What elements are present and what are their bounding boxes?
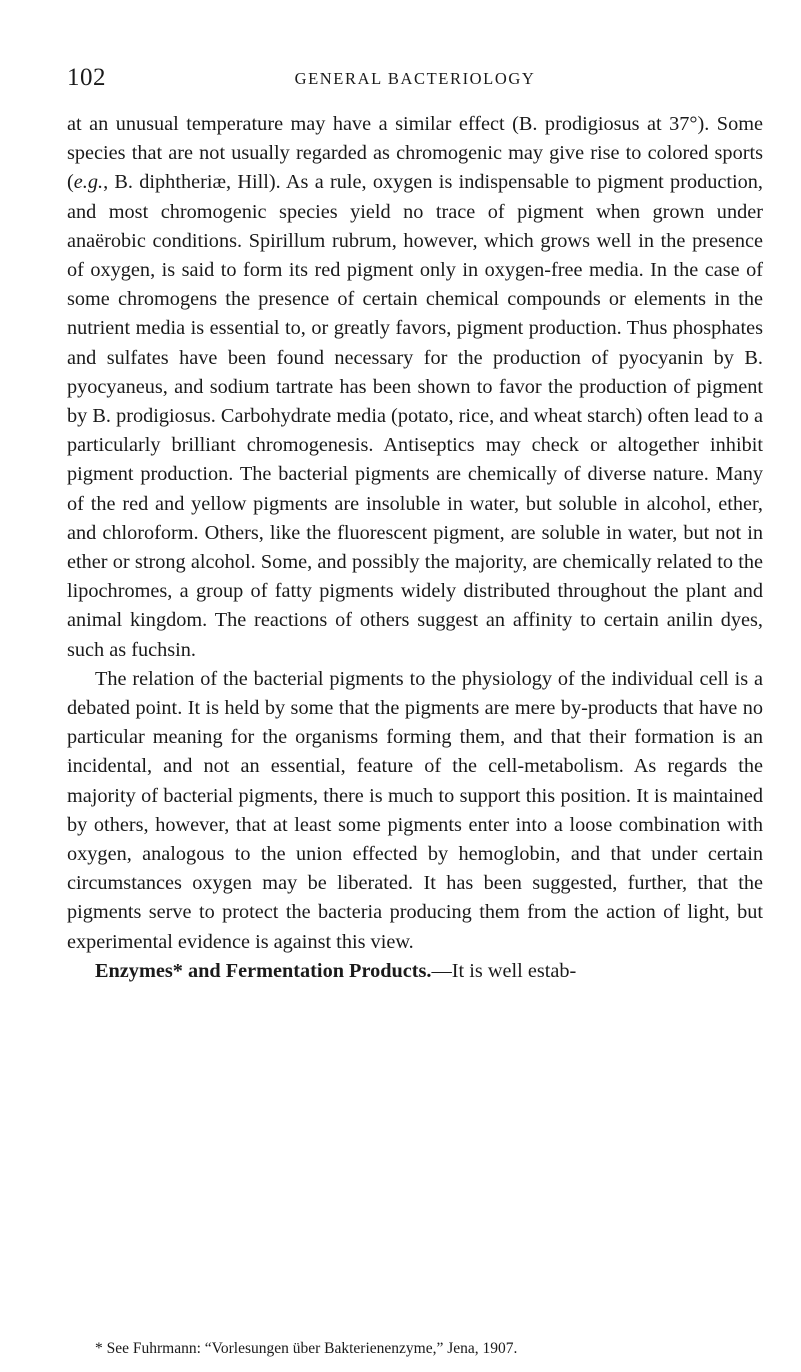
- paragraph-1: [67, 110, 763, 665]
- paragraph-1-italic-eg: e.g.: [73, 171, 104, 194]
- body-text: [67, 110, 763, 986]
- footnote: * See Fuhrmann: “Vorlesungen über Bakterienenzyme,” Jena, 1907.: [95, 1340, 518, 1357]
- section-heading-enzymes: Enzymes* and Fermentation Products.: [95, 959, 432, 982]
- paragraph-3-text: —It is well estab-: [431, 959, 577, 982]
- paragraph-1-text-a: at an unusual temperature may have a similar effect (B. prodigiosus at 37°). Some species that are not usually regarded as chromogenic may give rise to colored sports (: [67, 113, 763, 194]
- page-number: 102: [67, 64, 106, 91]
- paragraph-2: The relation of the bacterial pigments to the physiology of the individual cell is a debated point. It is held by some that the pigments are mere by-products that have no particular meaning for the organisms forming them, and that their formation is an incidental, and not an essential, feature of the cell-metabolism. As regards the majority of bacterial pigments, there is much to support this position. It is maintained by others, however, that at least some pigments enter into a loose combination with oxygen, analogous to the union effected by hemoglobin, and that under certain circumstances oxygen may be liberated. It has been suggested, further, that the pigments serve to protect the bacteria producing them from the action of light, but experimental evidence is against this view.: [67, 667, 763, 953]
- paragraph-1-text-c: , B. diphtheriæ, Hill). As a rule, oxygen is indispensable to pigment production, and most chromogenic species yield no trace of pigment when grown under anaërobic conditions. Spirillum rubrum, however, which grows well in the presence of oxygen, is said to form its red pigment only in oxygen-free media. In the case of some chromogens the presence of certain chemical compounds or elements in the nutrient media is essential to, or greatly favors, pigment production. Thus phosphates and sulfates have been found necessary for the production of pyocyanin by B. pyocyaneus, and sodium tartrate has been shown to favor the production of pigment by B. prodigiosus. Carbohydrate media (potato, rice, and wheat starch) often lead to a particularly brilliant chromogenesis. Antiseptics may check or altogether inhibit pigment production. The bacterial pigments are chemically of diverse nature. Many of the red and yellow pigments are insoluble in water, but soluble in alcohol, ether, and chloroform. Others, like the fluorescent pigment, are soluble in water, but not in ether or strong alcohol. Some, and possibly the majority, are chemically related to the lipochromes, a group of fatty pigments widely distributed throughout the plant and animal kingdom. The reactions of others suggest an affinity to certain anilin dyes, such as fuchsin.: [67, 171, 763, 661]
- page-header: [67, 64, 763, 94]
- paragraph-3: [67, 957, 763, 986]
- running-head: GENERAL BACTERIOLOGY: [294, 69, 536, 88]
